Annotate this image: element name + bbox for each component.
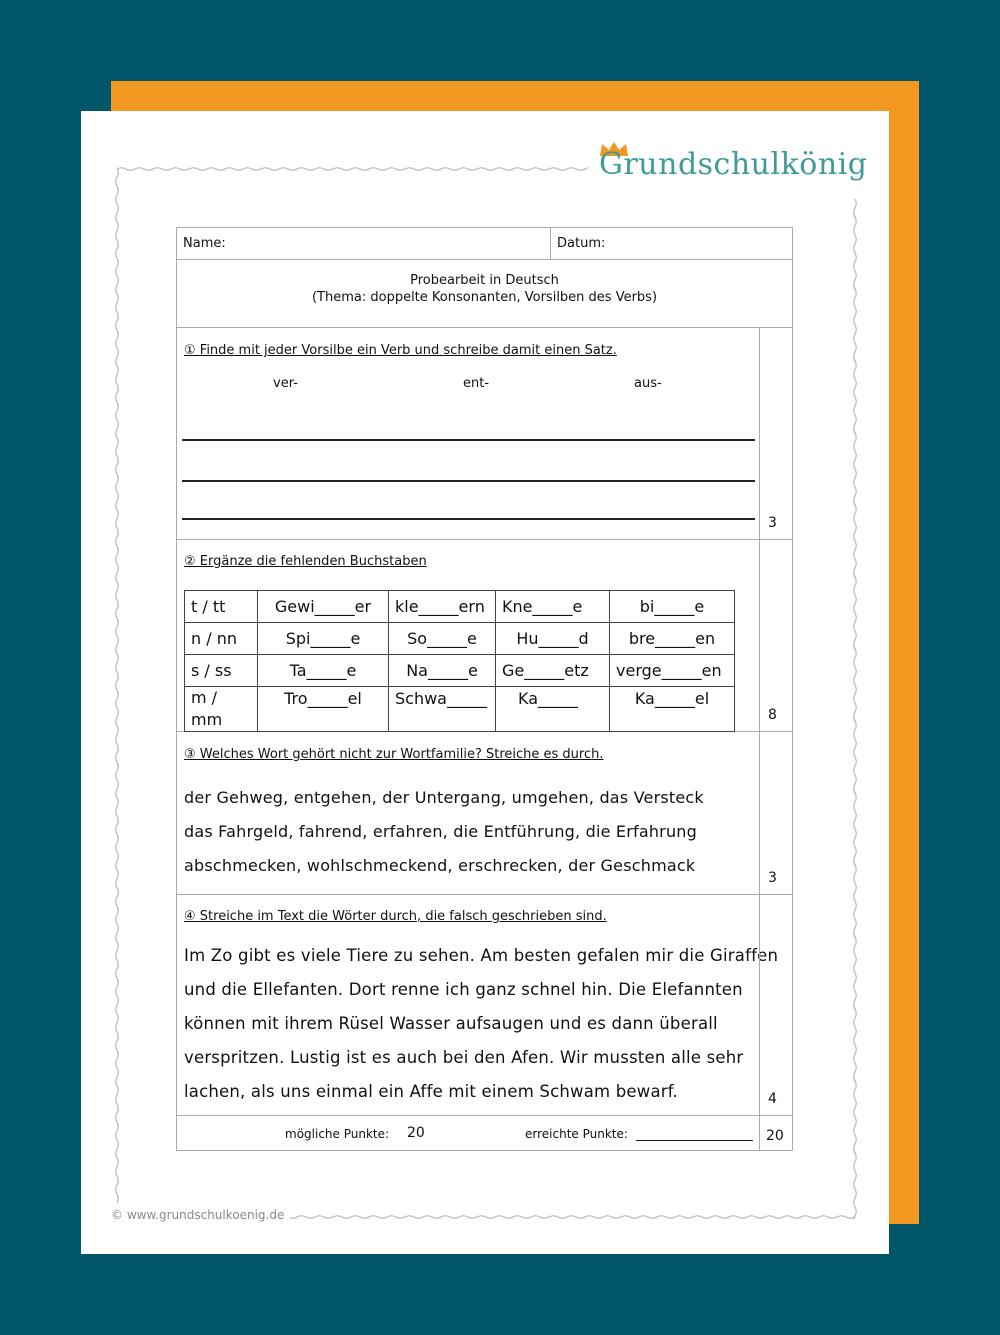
table-cell[interactable]: So_____e bbox=[389, 623, 496, 655]
possible-points-label: mögliche Punkte: bbox=[285, 1127, 390, 1141]
text-line[interactable]: können mit ihrem Rüsel Wasser aufsaugen und es dann überall bbox=[184, 1014, 718, 1033]
table-row bbox=[185, 655, 735, 687]
task2-points: 8 bbox=[768, 707, 777, 723]
task4-points: 4 bbox=[768, 1091, 777, 1107]
brand-logo: Grundschulkönig bbox=[599, 147, 868, 182]
table-cell[interactable]: Ka_____ bbox=[496, 687, 610, 732]
table-row bbox=[185, 623, 735, 655]
achieved-points-label: erreichte Punkte: bbox=[525, 1127, 628, 1141]
table-cell[interactable]: Kne_____e bbox=[496, 591, 610, 623]
table-cell[interactable]: Ka_____el bbox=[610, 687, 735, 732]
name-label: Name: bbox=[183, 236, 226, 251]
table-cell[interactable]: Ge_____etz bbox=[496, 655, 610, 687]
prefix-aus: aus- bbox=[634, 376, 662, 391]
table-cell[interactable]: Na_____e bbox=[389, 655, 496, 687]
title-row bbox=[177, 260, 792, 328]
task1-points: 3 bbox=[768, 515, 777, 531]
task1-section bbox=[177, 328, 792, 540]
table-cell[interactable]: Tro_____el bbox=[258, 687, 389, 732]
table-row bbox=[185, 687, 735, 732]
table-cell: t / tt bbox=[185, 591, 258, 623]
achieved-points-line[interactable] bbox=[636, 1140, 753, 1141]
writing-line[interactable] bbox=[182, 439, 755, 441]
task1-instruction: ① Finde mit jeder Vorsilbe ein Verb und schreibe damit einen Satz. bbox=[184, 343, 617, 358]
task3-instruction: ③ Welches Wort gehört nicht zur Wortfamilie? Streiche es durch. bbox=[184, 747, 604, 762]
test-topic: (Thema: doppelte Konsonanten, Vorsilben des Verbs) bbox=[311, 290, 658, 305]
points-column bbox=[759, 895, 792, 1115]
possible-points-value: 20 bbox=[407, 1125, 425, 1141]
word-family-line[interactable]: das Fahrgeld, fahrend, erfahren, die Entführung, die Erfahrung bbox=[184, 822, 698, 841]
text-line[interactable]: und die Ellefanten. Dort renne ich ganz schnel hin. Die Elefannten bbox=[184, 980, 743, 999]
writing-line[interactable] bbox=[182, 480, 755, 482]
task3-section bbox=[177, 732, 792, 895]
error-text bbox=[184, 939, 778, 1109]
table-cell: n / nn bbox=[185, 623, 258, 655]
prefix-ver: ver- bbox=[273, 376, 298, 391]
table-cell[interactable]: kle_____ern bbox=[389, 591, 496, 623]
name-date-row bbox=[177, 228, 792, 260]
table-cell[interactable]: Spi_____e bbox=[258, 623, 389, 655]
table-row bbox=[185, 591, 735, 623]
text-line[interactable]: verspritzen. Lustig ist es auch bei den Afen. Wir mussten alle sehr bbox=[184, 1048, 744, 1067]
task4-instruction: ④ Streiche im Text die Wörter durch, die falsch geschrieben sind. bbox=[184, 909, 607, 924]
task4-section bbox=[177, 895, 792, 1116]
table-cell[interactable]: bi_____e bbox=[610, 591, 735, 623]
table-cell: m / mm bbox=[185, 687, 258, 732]
points-column bbox=[759, 1116, 792, 1150]
table-cell[interactable]: Ta_____e bbox=[258, 655, 389, 687]
writing-line[interactable] bbox=[182, 518, 755, 520]
table-cell: s / ss bbox=[185, 655, 258, 687]
worksheet-page bbox=[81, 111, 889, 1254]
table-cell[interactable]: Schwa_____ bbox=[389, 687, 496, 732]
table-cell[interactable]: Gewi_____er bbox=[258, 591, 389, 623]
copyright-text: © www.grundschulkoenig.de bbox=[111, 1208, 290, 1222]
date-label: Datum: bbox=[557, 236, 606, 251]
test-sheet bbox=[176, 227, 793, 1151]
text-line[interactable]: lachen, als uns einmal ein Affe mit einem Schwam bewarf. bbox=[184, 1082, 679, 1101]
table-cell[interactable]: bre_____en bbox=[610, 623, 735, 655]
word-family-line[interactable]: der Gehweg, entgehen, der Untergang, umgehen, das Versteck bbox=[184, 788, 704, 807]
points-column bbox=[759, 540, 792, 731]
word-family-line[interactable]: abschmecken, wohlschmeckend, erschrecken, der Geschmack bbox=[184, 856, 696, 875]
task2-section bbox=[177, 540, 792, 732]
points-column bbox=[759, 328, 792, 539]
test-title: Probearbeit in Deutsch bbox=[410, 273, 559, 288]
word-family-lines bbox=[184, 781, 704, 883]
table-cell[interactable]: Hu_____d bbox=[496, 623, 610, 655]
table-cell[interactable]: verge_____en bbox=[610, 655, 735, 687]
task2-instruction: ② Ergänze die fehlenden Buchstaben bbox=[184, 554, 427, 569]
task3-points: 3 bbox=[768, 870, 777, 886]
points-column bbox=[759, 732, 792, 894]
text-line[interactable]: Im Zo gibt es viele Tiere zu sehen. Am besten gefalen mir die Giraffen bbox=[184, 946, 779, 965]
fill-in-table bbox=[184, 590, 735, 732]
total-points: 20 bbox=[766, 1128, 784, 1144]
prefix-ent: ent- bbox=[463, 376, 490, 391]
score-row bbox=[177, 1116, 792, 1150]
